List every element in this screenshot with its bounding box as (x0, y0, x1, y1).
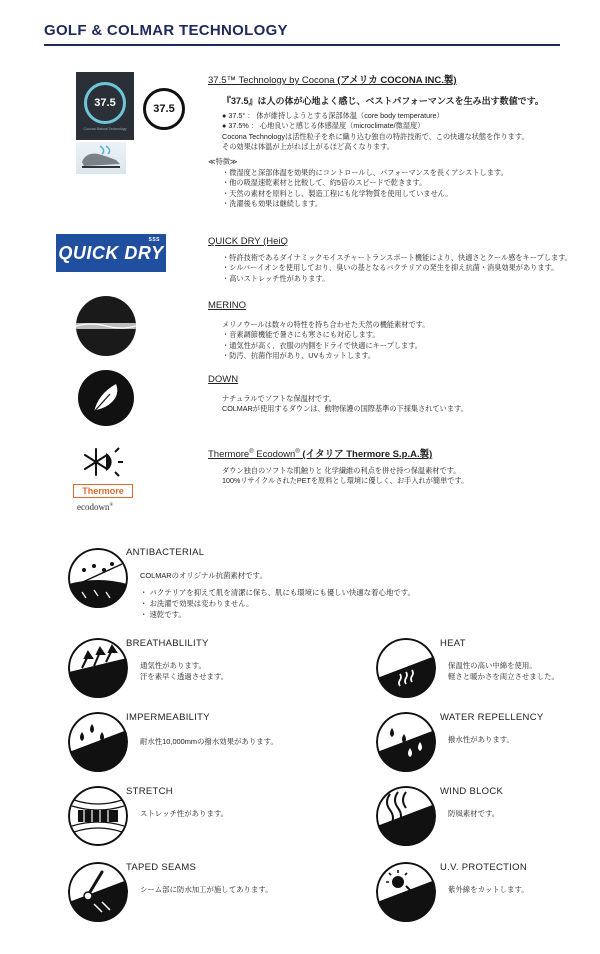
thermore-title-company: (イタリア Thermore S.p.A.製) (299, 449, 433, 460)
wind-icon (376, 786, 436, 846)
merino-line: ・通気性が高く、衣服の内側をドライで快適にキープします。 (222, 340, 422, 350)
antibacterial-title: ANTIBACTERIAL (126, 547, 205, 558)
stretch-fabric-icon (68, 786, 128, 846)
repelled-drops-icon (376, 712, 436, 772)
heat-line: 軽さと暖かさを両立させました。 (448, 672, 559, 681)
feather-icon (78, 370, 134, 426)
heat-waves-icon (376, 638, 436, 698)
ecodown-logo (77, 502, 113, 512)
quick-dry-line: ・高いストレッチ性があります。 (222, 273, 330, 283)
impermeability-icon (68, 712, 128, 772)
page-title: GOLF & COLMAR TECHNOLOGY (44, 22, 288, 39)
tech-375-desc-line: その効果は体温が上がれば上がるほど高くなります。 (222, 142, 394, 152)
breathability-icon (68, 638, 128, 698)
ecodown-logo-text: ecodown (77, 502, 110, 512)
impermeability-title: IMPERMEABILITY (126, 712, 210, 723)
thermore-title-product: Ecodown (253, 449, 296, 460)
water-drops-icon (68, 712, 128, 772)
tech-375-title (208, 72, 457, 86)
shoe-icon (76, 142, 126, 174)
wind-block-title: WIND BLOCK (440, 786, 504, 797)
seam-tape-icon (68, 862, 128, 922)
merino-lines (222, 320, 429, 362)
heat-title: HEAT (440, 638, 466, 649)
tech-375-features (222, 168, 508, 210)
breathability-line: 通気性があります。 (140, 661, 206, 670)
thermore-title-brand: Thermore (208, 449, 250, 460)
taped-seams-title: TAPED SEAMS (126, 862, 197, 873)
thermore-line: ダウン独自のソフトな肌触りと 化学繊維の利点を併せ持つ保温素材です。 (222, 466, 461, 475)
antibacterial-lines (140, 587, 415, 620)
shoe-illustration (76, 142, 126, 174)
merino-line: ・音素調節機能で暑さにも寒さにも対応します。 (222, 330, 380, 340)
tech-375-feature: ・天然の素材を原料とし、製造工程にも化学物質を使用していません。 (222, 188, 453, 198)
tech-375-bullet: ● 37.5% ： 心地良いと感じる体感湿度（microclimate/微湿度） (222, 121, 425, 131)
header-divider (44, 44, 560, 46)
thermore-line: 100%リサイクルされたPETを原料とし環境に優しく、お手入れが簡単です。 (222, 476, 469, 486)
merino-title: MERINO (208, 300, 246, 311)
antibacterial-line: ・ バクテリアを抑えて肌を清潔に保ち、肌にも環境にも優しい快適な着心地です。 (140, 588, 415, 597)
heat-line: 保温性の高い中綿を使用。 (448, 661, 537, 670)
quick-dry-logo-text: QUICK DRY (58, 242, 164, 263)
thermore-title (208, 446, 432, 460)
uv-protection-line: 紫外線をカットします。 (448, 885, 529, 894)
wind-block-icon (376, 786, 436, 846)
tech-375-bullet-text: 37.5% ： 心地良いと感じる体感湿度（microclimate/微湿度） (228, 121, 425, 131)
thermore-reg-mark: ® (249, 448, 254, 455)
sun-uv-icon (376, 862, 436, 922)
quick-dry-logo-mark: SSS (148, 237, 160, 243)
stretch-icon (68, 786, 128, 846)
snowflake-sun-icon (84, 445, 124, 479)
tech-375-subtitle: 『37.5』は人の体が心地よく感じ、ベストパフォーマンスを生み出す数値です。 (222, 96, 544, 106)
tech-375-bullet: ● 37.5° ： 体が維持しようとする深部体温（core body temperature） (222, 111, 444, 120)
down-title: DOWN (208, 374, 239, 385)
tech-375-bullet-text: 37.5° ： 体が維持しようとする深部体温（core body temperature） (228, 111, 444, 120)
tech-375-feature: ・他の吸湿速乾素材と比較して、約5倍のスピードで乾きます。 (222, 178, 427, 188)
down-lines (222, 394, 468, 415)
quick-dry-line: ・特許技術であるダイナミックモイスチャートランスポート機能により、快適さとクール感をキープします。 (222, 253, 572, 262)
tech-375-title-company: (アメリカ COCONA INC.製) (337, 75, 457, 86)
antibacterial-glyph-icon (68, 548, 128, 608)
taped-seams-icon (68, 862, 128, 922)
breathability-title: BREATHABLILITY (126, 638, 209, 649)
ecodown-title-reg-mark: ® (295, 448, 300, 455)
wool-fiber-icon (76, 296, 136, 356)
down-line: ナチュラルでソフトな保温材です。 (222, 394, 336, 403)
heat-lines (448, 660, 559, 682)
breathability-lines (140, 660, 228, 682)
taped-seams-line: シーム部に防水加工が施してあります。 (140, 885, 273, 894)
tech-375-title-main: 37.5™ Technology by Cocona (208, 75, 338, 86)
water-repellency-icon (376, 712, 436, 772)
tech-375-features-header: ≪特徴≫ (208, 157, 238, 166)
down-icon (78, 370, 134, 426)
wind-block-line: 防風素材です。 (448, 809, 500, 818)
tech-375-feature: ・微湿度と深部体温を効果的にコントロールし、パフォーマンスを長くアシストします。 (222, 168, 508, 177)
merino-icon (76, 296, 136, 356)
stretch-line: ストレッチ性があります。 (140, 809, 229, 818)
merino-line: メリノウールは数々の特性を持ち合わせた天然の機能素材です。 (222, 320, 430, 329)
impermeability-line: 耐水性10,000mmの撥水効果があります。 (140, 737, 278, 746)
logo-375-square (76, 72, 134, 140)
antibacterial-line: ・ 速乾です。 (140, 610, 186, 619)
water-repellency-line: 撥水性があります。 (448, 735, 514, 744)
tech-375-desc-line: Cocona Technologyは活性粒子を糸に織り込む独自の特許技術で、この快適な状態を作ります。 (222, 131, 529, 141)
ecodown-reg-mark: ® (109, 503, 114, 508)
uv-protection-icon (376, 862, 436, 922)
thermore-lines (222, 466, 468, 487)
logo-375-ring-text: 37.5 (84, 82, 126, 124)
quick-dry-logo (56, 234, 166, 272)
down-line: COLMARが使用するダウンは、動物保護の国際基準の下採集されています。 (222, 404, 468, 414)
breathability-line: 汗を素早く透過させます。 (140, 672, 229, 681)
merino-line: ・防汚、抗菌作用があり、UVもカットします。 (222, 351, 376, 361)
quick-dry-lines (222, 253, 572, 284)
antibacterial-intro: COLMARのオリジナル抗菌素材です。 (140, 571, 267, 580)
antibacterial-line: ・ お洗濯で効果は変わりません。 (140, 599, 254, 608)
logo-375-caption: Cocona Natural Technology (83, 126, 127, 131)
water-repellency-title: WATER REPELLENCY (440, 712, 544, 723)
tech-375-bullets (222, 111, 529, 153)
tech-375-feature: ・洗濯後も効果は継続します。 (222, 199, 323, 209)
thermore-logo: Thermore (73, 484, 133, 498)
quick-dry-title: QUICK DRY (HeiQ (208, 236, 288, 247)
quick-dry-line: ・シルバーイオンを使用しており、臭いの基となるバクテリアの発生を抑え抗菌・消臭効果があります。 (222, 263, 559, 273)
stretch-title: STRETCH (126, 786, 173, 797)
upward-arrows-icon (68, 638, 128, 698)
heat-icon (376, 638, 436, 698)
antibacterial-icon (68, 548, 128, 608)
logo-375-circle: 37.5 (143, 88, 185, 130)
uv-protection-title: U.V. PROTECTION (440, 862, 528, 873)
